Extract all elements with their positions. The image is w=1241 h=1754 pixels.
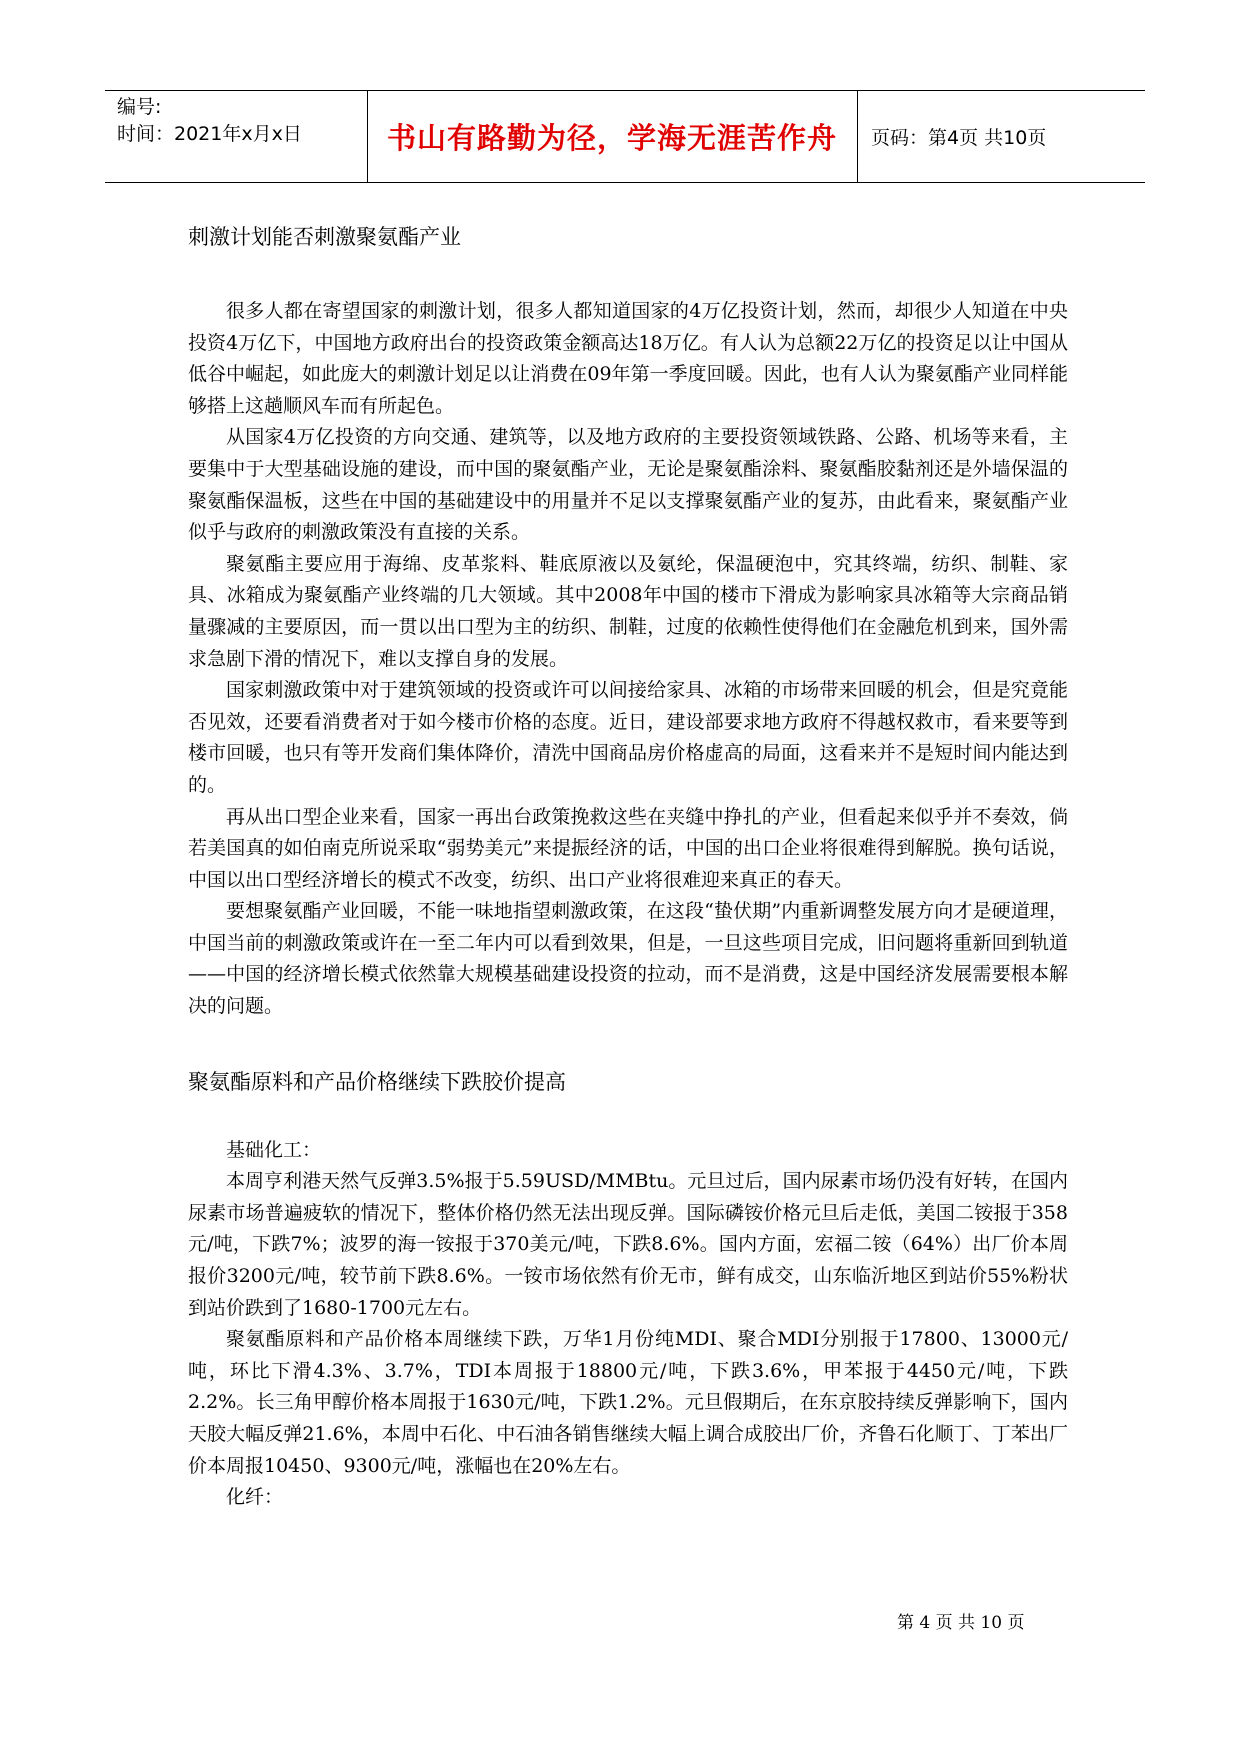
paragraph: 要想聚氨酯产业回暖，不能一味地指望刺激政策，在这段“蛰伏期”内重新调整发展方向才是硬道理，中国当前的刺激政策或许在一至二年内可以看到效果，但是，一旦这些项目完成，旧问题将重新回到轨道——中国的经济增长模式依然靠大规模基础建设投资的拉动，而不是消费，这是中国经济发展需要根本解决的问题。 — [188, 900, 1068, 1018]
header-divider-right — [857, 90, 858, 183]
section-title: 刺激计划能否刺激聚氨酯产业 — [188, 225, 461, 249]
section-title: 聚氨酯原料和产品价格继续下跌胶价提高 — [188, 1069, 566, 1094]
paragraph: 聚氨酯原料和产品价格本周继续下跌，万华1月份纯MDI、聚合MDI分别报于17800、13000元/吨，环比下滑4.3%、3.7%，TDI本周报于18800元/吨，下跌3.6%，甲苯报于4450元/吨，下跌2.2%。长三角甲醇价格本周报于1630元/吨，下跌1.2%。元旦假期后，在东京胶持续反弹影响下，国内天胶大幅反弹21.6%，本周中石化、中石油各销售继续大幅上调合成胶出厂价，齐鲁石化顺丁、丁苯出厂价本周报10450、9300元/吨，涨幅也在20%左右。 — [188, 1328, 1068, 1477]
header-meta — [117, 94, 302, 148]
paragraph: 基础化工： — [226, 1138, 322, 1161]
document-time-label: 时间：2021年x月x日 — [117, 123, 302, 145]
paragraph: 从国家4万亿投资的方向交通、建筑等，以及地方政府的主要投资领域铁路、公路、机场等来看，主要集中于大型基础设施的建设，而中国的聚氨酯产业，无论是聚氨酯涂料、聚氨酯胶黏剂还是外墙保温的聚氨酯保温板，这些在中国的基础建设中的用量并不足以支撑聚氨酯产业的复苏，由此看来，聚氨酯产业似乎与政府的刺激政策没有直接的关系。 — [188, 426, 1068, 544]
page-number-footer: 第 4 页 共 10 页 — [897, 1613, 1025, 1633]
paragraph: 很多人都在寄望国家的刺激计划，很多人都知道国家的4万亿投资计划，然而，却很少人知道在中央投资4万亿下，中国地方政府出台的投资政策金额高达18万亿。有人认为总额22万亿的投资足以让中国从低谷中崛起，如此庞大的刺激计划足以让消费在09年第一季度回暖。因此，也有人认为聚氨酯产业同样能够搭上这趟顺风车而有所起色。 — [188, 300, 1068, 417]
paragraph: 国家刺激政策中对于建筑领域的投资或许可以间接给家具、冰箱的市场带来回暖的机会，但是究竟能否见效，还要看消费者对于如今楼市价格的态度。近日，建设部要求地方政府不得越权救市，看来要等到楼市回暖，也只有等开发商们集体降价，清洗中国商品房价格虚高的局面，这看来并不是短时间内能达到的。 — [188, 679, 1068, 796]
header-page-info: 页码：第4页 共10页 — [871, 127, 1047, 149]
paragraph: 化纤： — [226, 1486, 284, 1509]
document-body — [188, 222, 1068, 1514]
header-motto: 书山有路勤为径，学海无涯苦作舟 — [386, 121, 837, 155]
paragraph: 本周亨利港天然气反弹3.5%报于5.59USD/MMBtu。元旦过后，国内尿素市场仍没有好转，在国内尿素市场普遍疲软的情况下，整体价格仍然无法出现反弹。国际磷铵价格元旦后走低，美国二铵报于358元/吨，下跌7%；波罗的海一铵报于370美元/吨，下跌8.6%。国内方面，宏福二铵（64%）出厂价本周报价3200元/吨，较节前下跌8.6%。一铵市场依然有价无市，鲜有成交，山东临沂地区到站价55%粉状到站价跌到了1680-1700元左右。 — [188, 1170, 1068, 1319]
paragraph: 再从出口型企业来看，国家一再出台政策挽救这些在夹缝中挣扎的产业，但看起来似乎并不奏效，倘若美国真的如伯南克所说采取“弱势美元”来提振经济的话，中国的出口企业将很难得到解脱。换句话说，中国以出口型经济增长的模式不改变，纺织、出口产业将很难迎来真正的春天。 — [188, 805, 1068, 891]
paragraph: 聚氨酯主要应用于海绵、皮革浆料、鞋底原液以及氨纶，保温硬泡中，究其终端，纺织、制鞋、家具、冰箱成为聚氨酯产业终端的几大领域。其中2008年中国的楼市下滑成为影响家具冰箱等大宗商品销量骤减的主要原因，而一贯以出口型为主的纺织、制鞋，过度的依赖性使得他们在金融危机到来，国外需求急剧下滑的情况下，难以支撑自身的发展。 — [188, 552, 1068, 670]
document-number-label: 编号: — [117, 96, 162, 118]
page-header — [105, 90, 1145, 183]
